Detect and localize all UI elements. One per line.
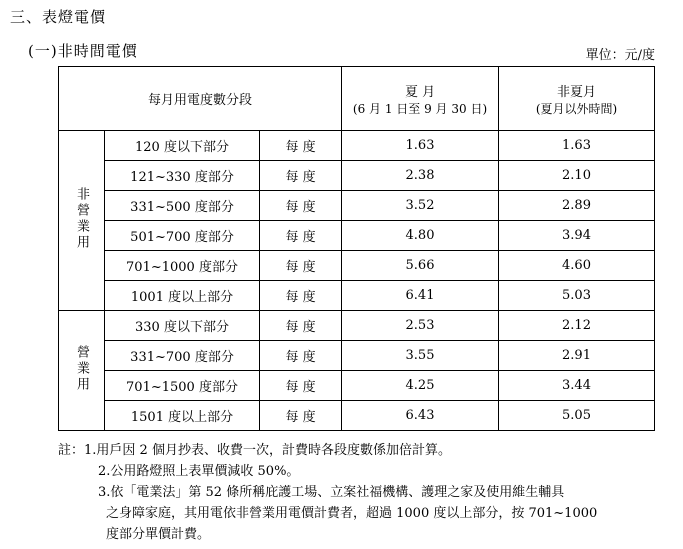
unit-label: 單位：元/度 [585,48,655,63]
nonsummer-price-cell: 3.94 [499,221,655,251]
tariff-table [58,66,655,431]
table-row [59,281,655,311]
tier-cell: 1501 度以上部分 [105,401,260,431]
header-nonsummer-period: (夏月以外時間) [535,101,618,116]
tier-cell: 121~330 度部分 [105,161,260,191]
tier-cell: 120 度以下部分 [105,131,260,161]
summer-price-cell: 2.53 [342,311,499,341]
header-summer-label: 夏 月 [404,84,436,100]
table-row [59,371,655,401]
nonsummer-price-cell: 2.12 [499,311,655,341]
table-row [59,161,655,191]
unit-cell: 每 度 [260,371,342,401]
group-cell [59,131,105,311]
header-summer [342,67,499,131]
summer-price-cell: 3.55 [342,341,499,371]
tier-cell: 701~1500 度部分 [105,371,260,401]
nonsummer-price-cell: 2.91 [499,341,655,371]
header-nonsummer [499,67,655,131]
unit-cell: 每 度 [260,131,342,161]
tier-cell: 330 度以下部分 [105,311,260,341]
tier-cell: 331~500 度部分 [105,191,260,221]
tier-cell: 331~700 度部分 [105,341,260,371]
summer-price-cell: 5.66 [342,251,499,281]
table-row [59,341,655,371]
group-label: 非營業用 [74,186,89,251]
unit-cell: 每 度 [260,341,342,371]
table-row [59,191,655,221]
unit-cell: 每 度 [260,281,342,311]
unit-cell: 每 度 [260,191,342,221]
nonsummer-price-cell: 1.63 [499,131,655,161]
section-title: 三、表燈電價 [10,8,107,26]
summer-price-cell: 2.38 [342,161,499,191]
note-1 [58,440,658,461]
nonsummer-price-cell: 3.44 [499,371,655,401]
note-3-text: 3.依「電業法」第 52 條所稱庇護工場、立案社福機構、護理之家及使用維生輔具 [98,485,565,500]
unit-cell: 每 度 [260,251,342,281]
unit-cell: 每 度 [260,161,342,191]
table-row [59,401,655,431]
header-row [59,67,655,131]
summer-price-cell: 3.52 [342,191,499,221]
nonsummer-price-cell: 5.05 [499,401,655,431]
header-summer-period: (6 月 1 日至 9 月 30 日) [352,101,488,116]
table-row [59,221,655,251]
group-label: 營業用 [74,344,89,393]
table-row [59,251,655,281]
notes-prefix: 註： [58,443,85,458]
nonsummer-price-cell: 5.03 [499,281,655,311]
unit-cell: 每 度 [260,221,342,251]
note-3-cont-1: 之身障家庭，其用電依非營業用電價計費者，超過 1000 度以上部分，按 701~1000 [106,506,598,521]
tier-cell: 1001 度以上部分 [105,281,260,311]
note-2-text: 2.公用路燈照上表單價減收 50%。 [98,464,300,479]
header-tier: 每月用電度數分段 [59,67,342,131]
summer-price-cell: 6.41 [342,281,499,311]
tier-cell: 701~1000 度部分 [105,251,260,281]
group-cell [59,311,105,431]
header-nonsummer-label: 非夏月 [557,84,597,100]
note-1-text: 1.用戶因 2 個月抄表、收費一次，計費時各段度數係加倍計算。 [84,443,451,458]
summer-price-cell: 1.63 [342,131,499,161]
nonsummer-price-cell: 2.10 [499,161,655,191]
table-row [59,311,655,341]
summer-price-cell: 4.80 [342,221,499,251]
notes [58,440,658,545]
summer-price-cell: 6.43 [342,401,499,431]
nonsummer-price-cell: 4.60 [499,251,655,281]
summer-price-cell: 4.25 [342,371,499,401]
sub-title: (一)非時間電價 [28,42,138,60]
nonsummer-price-cell: 2.89 [499,191,655,221]
table-row [59,131,655,161]
unit-cell: 每 度 [260,401,342,431]
note-3-cont-2: 度部分單價計費。 [106,527,211,542]
unit-cell: 每 度 [260,311,342,341]
tier-cell: 501~700 度部分 [105,221,260,251]
